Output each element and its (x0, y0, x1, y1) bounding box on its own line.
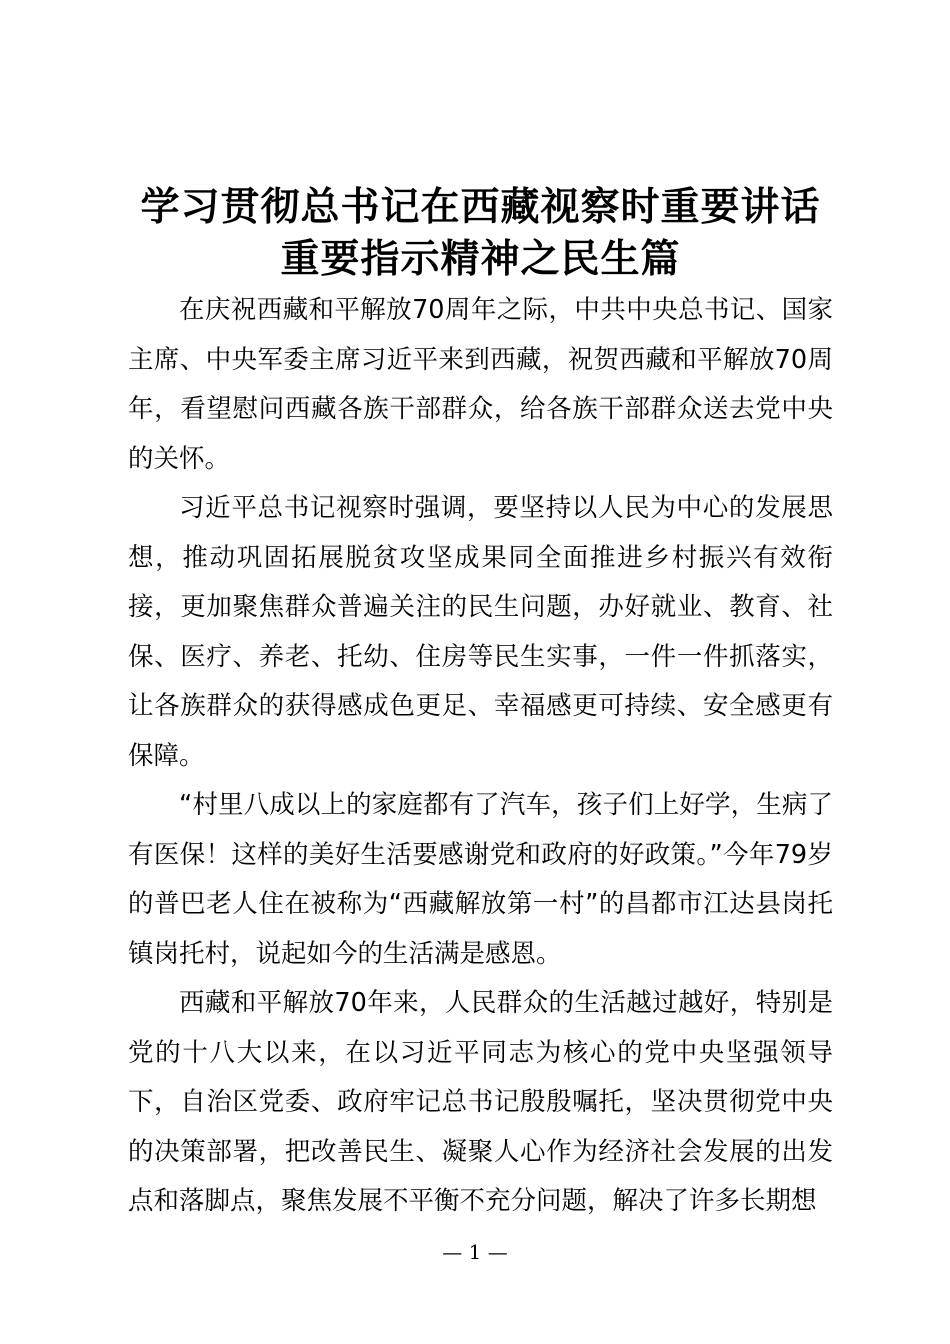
document-title (128, 182, 833, 286)
paragraph-4: 西藏和平解放70年来，人民群众的生活越过越好，特别是党的十八大以来，在以习近平同志为核心的党中央坚强领导下，自治区党委、政府牢记总书记殷殷嘱托，坚决贯彻党中央的决策部署，把改善民生、凝聚人心作为经济社会发展的出发点和落脚点，聚焦发展不平衡不充分问题，解决了许多长期想 (128, 988, 833, 1216)
page-number: — 1 — (442, 1240, 508, 1264)
paragraph-1: 在庆祝西藏和平解放70周年之际，中共中央总书记、国家主席、中央军委主席习近平来到西藏，祝贺西藏和平解放70周年，看望慰问西藏各族干部群众，给各族干部群众送去党中央的关怀。 (128, 295, 833, 474)
title-line-1: 学习贯彻总书记在西藏视察时重要讲话 (140, 185, 821, 230)
paragraph-2: 习近平总书记视察时强调，要坚持以人民为中心的发展思想，推动巩固拓展脱贫攻坚成果同全面推进乡村振兴有效衔接，更加聚焦群众普遍关注的民生问题，办好就业、教育、社保、医疗、养老、托幼、住房等民生实事，一件一件抓落实，让各族群众的获得感成色更足、幸福感更可持续、安全感更有保障。 (128, 493, 833, 771)
document-page (128, 182, 833, 1227)
document-body (128, 286, 833, 1227)
paragraph-3: “村里八成以上的家庭都有了汽车，孩子们上好学，生病了有医保！这样的美好生活要感谢党和政府的好政策。”今年79岁的普巴老人住在被称为“西藏解放第一村”的昌都市江达县岗托镇岗托村，说起如今的生活满是感恩。 (128, 790, 833, 969)
title-line-2: 重要指示精神之民生篇 (280, 237, 681, 282)
